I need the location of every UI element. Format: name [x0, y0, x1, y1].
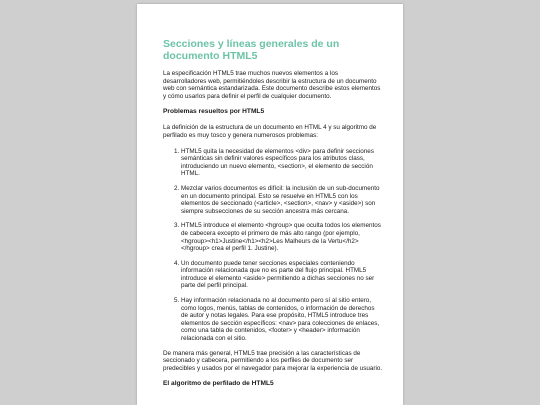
- section-heading-problems: Problemas resueltos por HTML5: [163, 108, 265, 116]
- problem-item-1: 1. HTML5 quita la necesidad de elementos <div> para definir secciones semánticas sin definir valores específicos para los atributos class, introduciendo un nuevo elemento, <section>, el elemento de sección HTML.: [181, 148, 383, 178]
- problems-list: [163, 148, 383, 343]
- document-content: [163, 38, 383, 396]
- intro-paragraph: La especificación HTML5 trae muchos nuevos elementos a los desarrolladores web, permitiéndoles describir la estructura de un documento web con semántica estandarizada. Este documento describe estos elementos y cómo usarlos para definir el perfil de cualquier documento.: [163, 70, 381, 100]
- document-page: [137, 4, 403, 405]
- problem-item-4: 4. Un documento puede tener secciones especiales conteniendo información relacionada que no es parte del flujo principal. HTML5 introduce el elemento <aside> permitiendo a dichas secciones no ser parte del perfil principal.: [181, 260, 383, 290]
- section-intro-paragraph: La definición de la estructura de un documento en HTML 4 y su algoritmo de perfilado es muy tosco y genera numerosos problemas:: [163, 124, 377, 139]
- problem-item-2: 2. Mezclar varios documentos es difícil: la inclusión de un sub-documento en un documento principal. Esto se resuelve en HTML5 con los elementos de seccionado (<article>, <section>, <nav> y <aside>) son siempre subsecciones de su sección ancestra más cercana.: [181, 185, 383, 215]
- section-heading-algorithm: El algoritmo de perfilado de HTML5: [163, 380, 274, 388]
- document-title: Secciones y líneas generales de un documento HTML5: [163, 38, 340, 62]
- problem-item-5: 5. Hay información relacionada no al documento pero sí al sitio entero, como logos, menús, tablas de contenidos, o información de derechos de autor y notas legales. Para ese propósito, HTML5 introduce tres elementos de sección específicos: <nav> para colecciones de enlaces, como una tabla de contenidos, <footer> y <header> información relacionada con el sitio.: [181, 297, 383, 343]
- problem-item-3: 3. HTML5 introduce el elemento <hgroup> que oculta todos los elementos de cabecera excepto el primero de más alto rango (por ejemplo, <hgroup><h1>Justine</h1><h2>Les Malheurs de la Vertu</h2></hgroup> crea el perfil 1. Justine).: [181, 222, 383, 252]
- conclusion-paragraph: De manera más general, HTML5 trae precisión a las características de seccionado y cabecera, permitiendo a los perfiles de documento ser predecibles y usados por el navegador para mejorar la experiencia de usuario.: [163, 349, 383, 372]
